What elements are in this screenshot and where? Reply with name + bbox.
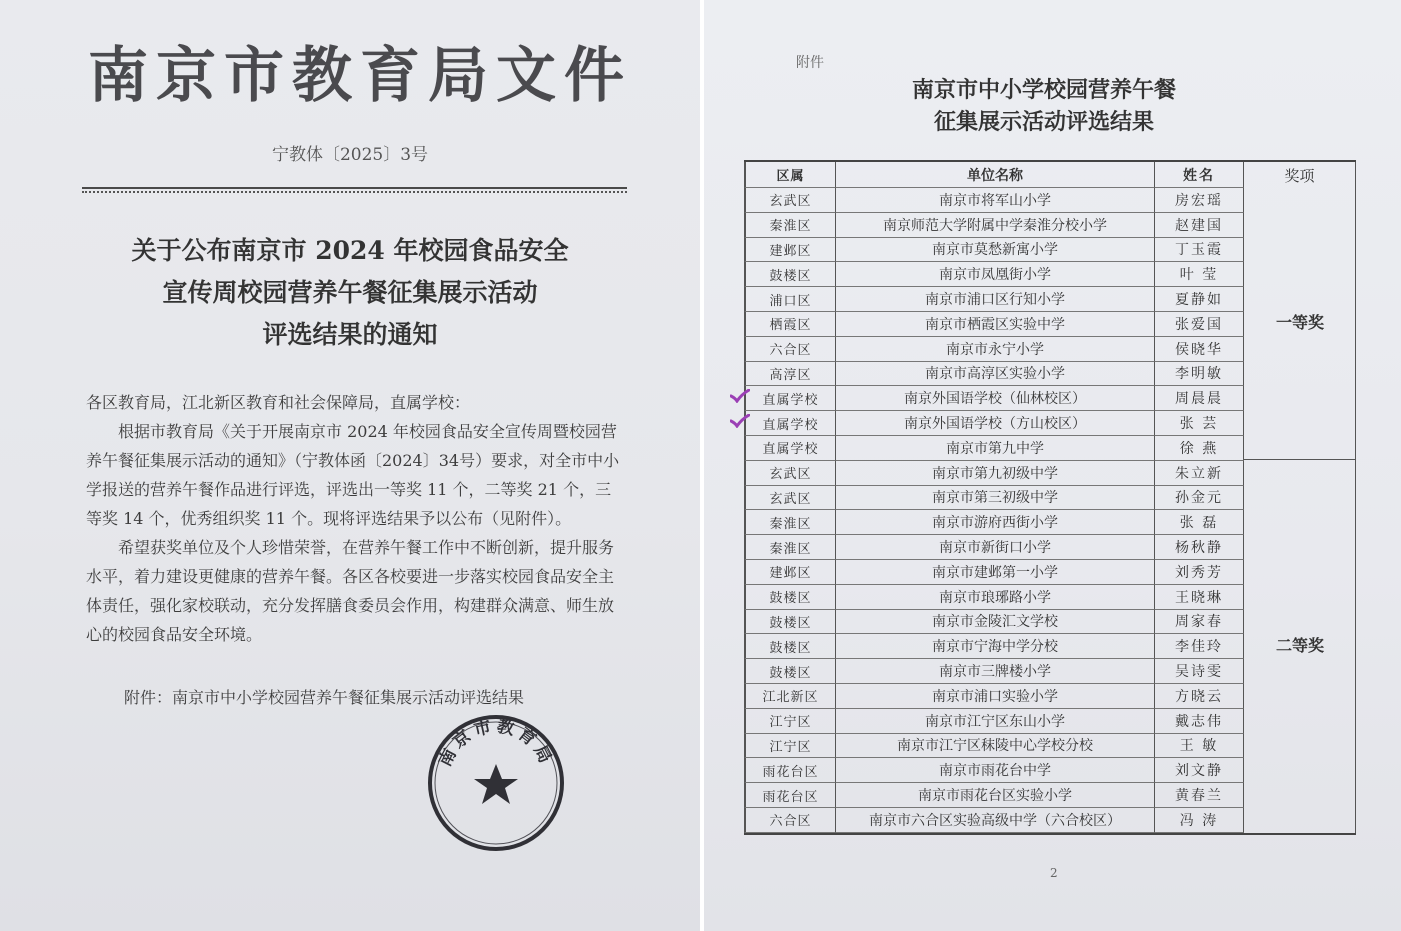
school-cell: 南京市江宁区秣陵中心学校分校 [836,734,1154,759]
header-award: 奖项 [1244,162,1356,188]
table-row [744,486,1356,511]
school-cell: 南京市永宁小学 [836,337,1154,362]
name-cell: 方晓云 [1154,684,1244,709]
school-cell: 南京市江宁区东山小学 [836,709,1154,734]
district-cell: 江宁区 [744,709,836,734]
school-cell: 南京市第九中学 [836,436,1154,461]
school-cell: 南京市六合区实验高级中学（六合校区） [836,808,1154,833]
school-cell: 南京市浦口区行知小学 [836,287,1154,312]
district-cell: 建邺区 [744,238,836,263]
school-cell: 南京市凤凰街小学 [836,262,1154,287]
name-cell: 张 磊 [1154,510,1244,535]
school-cell: 南京市新街口小学 [836,535,1154,560]
district-cell: 鼓楼区 [744,659,836,684]
award-cell [1244,188,1356,213]
district-cell: 江北新区 [744,684,836,709]
table-row [744,734,1356,759]
header-divider [82,187,627,193]
name-cell: 冯 涛 [1154,808,1244,833]
school-cell: 南京外国语学校（方山校区） [836,411,1154,436]
table-row [744,461,1356,486]
checkmark-icon [730,414,750,428]
official-seal-icon [425,712,567,854]
name-cell: 张 芸 [1154,411,1244,436]
name-cell: 孙金元 [1154,486,1244,511]
table-row [744,337,1356,362]
district-cell: 玄武区 [744,486,836,511]
school-cell: 南京市第三初级中学 [836,486,1154,511]
school-cell: 南京市浦口实验小学 [836,684,1154,709]
award-cell [1244,486,1356,511]
table-row [744,386,1356,411]
name-cell: 黄春兰 [1154,783,1244,808]
award-cell [1244,411,1356,436]
award-cell [1244,535,1356,560]
table-row [744,808,1356,833]
document-number: 宁教体〔2025〕3号 [271,145,429,165]
school-cell: 南京师范大学附属中学秦淮分校小学 [836,213,1154,238]
table-row [744,659,1356,684]
body-paragraph: 根据市教育局《关于开展南京市 2024 年校园食品安全宣传周暨校园营养午餐征集展示活动的通知》（宁教体函〔2024〕34号）要求，对全市中小学报送的营养午餐作品进行评选，评选出一等奖 11 个，二等奖 21 个，三等奖 14 个，优秀组织奖 11 个。现将评选结果予以公布（见附件）。 [86,422,620,528]
district-cell: 建邺区 [744,560,836,585]
svg-text:南京市教育局 [434,715,557,769]
district-cell: 直属学校 [744,411,836,436]
school-cell: 南京市雨花台中学 [836,758,1154,783]
notice-body [86,388,626,649]
school-cell: 南京市将军山小学 [836,188,1154,213]
award-cell [1244,510,1356,535]
award-cell [1244,709,1356,734]
district-cell: 雨花台区 [744,783,836,808]
award-cell [1244,808,1356,833]
results-title [864,74,1224,138]
district-cell: 江宁区 [744,734,836,759]
name-cell: 叶 莹 [1154,262,1244,287]
award-cell [1244,758,1356,783]
school-cell: 南京市雨花台区实验小学 [836,783,1154,808]
attachment-line: 附件：南京市中小学校园营养午餐征集展示活动评选结果 [124,688,525,707]
district-cell: 秦淮区 [744,510,836,535]
award-cell [1244,610,1356,635]
table-row [744,436,1356,461]
table-row [744,188,1356,213]
table-row [744,783,1356,808]
school-cell: 南京市建邺第一小学 [836,560,1154,585]
name-cell: 丁玉霞 [1154,238,1244,263]
district-cell: 玄武区 [744,461,836,486]
title-line: 征集展示活动评选结果 [933,109,1154,135]
district-cell: 直属学校 [744,386,836,411]
notice-title [100,230,600,356]
award-cell [1244,262,1356,287]
name-cell: 王 敏 [1154,734,1244,759]
school-cell: 南京市琅琊路小学 [836,585,1154,610]
name-cell: 吴诗雯 [1154,659,1244,684]
district-cell: 鼓楼区 [744,585,836,610]
page-number: 2 [1050,866,1058,880]
attachment-label: 附件 [796,55,824,71]
table-row [744,287,1356,312]
district-cell: 高淳区 [744,362,836,387]
district-cell: 鼓楼区 [744,262,836,287]
award-cell [1244,238,1356,263]
award-cell [1244,659,1356,684]
name-cell: 张爱国 [1154,312,1244,337]
school-cell: 南京市莫愁新寓小学 [836,238,1154,263]
header-district: 区属 [744,162,836,188]
name-cell: 戴志伟 [1154,709,1244,734]
table-row [744,610,1356,635]
district-cell: 直属学校 [744,436,836,461]
district-cell: 秦淮区 [744,535,836,560]
district-cell: 鼓楼区 [744,634,836,659]
name-cell: 李佳玲 [1154,634,1244,659]
notice-page [0,0,700,931]
name-cell: 朱立新 [1154,461,1244,486]
table-row [744,510,1356,535]
school-cell: 南京市栖霞区实验中学 [836,312,1154,337]
district-cell: 鼓楼区 [744,610,836,635]
table-row [744,262,1356,287]
title-line: 关于公布南京市 2024 年校园食品安全 [131,236,569,265]
award-cell [1244,684,1356,709]
name-cell: 杨秋静 [1154,535,1244,560]
checkmark-icon [730,389,750,403]
award-second-prize: 二等奖 [1275,635,1324,655]
name-cell: 周家春 [1154,610,1244,635]
school-cell: 南京市宁海中学分校 [836,634,1154,659]
name-cell: 刘秀芳 [1154,560,1244,585]
school-cell: 南京市游府西街小学 [836,510,1154,535]
award-cell [1244,213,1356,238]
table-row [744,535,1356,560]
table-row [744,709,1356,734]
award-cell [1244,337,1356,362]
table-row [744,560,1356,585]
school-cell: 南京外国语学校（仙林校区） [836,386,1154,411]
award-cell [1244,461,1356,486]
name-cell: 徐 燕 [1154,436,1244,461]
award-cell [1244,436,1356,461]
salutation: 各区教育局，江北新区教育和社会保障局，直属学校： [86,393,471,412]
award-cell [1244,783,1356,808]
district-cell: 六合区 [744,337,836,362]
district-cell: 玄武区 [744,188,836,213]
name-cell: 王晓琳 [1154,585,1244,610]
district-cell: 浦口区 [744,287,836,312]
header-name: 姓名 [1154,162,1244,188]
district-cell: 雨花台区 [744,758,836,783]
table-row [744,758,1356,783]
name-cell: 房宏瑶 [1154,188,1244,213]
name-cell: 周晨晨 [1154,386,1244,411]
table-row [744,411,1356,436]
district-cell: 六合区 [744,808,836,833]
results-page [704,0,1401,931]
header-school: 单位名称 [836,162,1154,188]
award-cell [1244,560,1356,585]
title-line: 评选结果的通知 [262,320,438,349]
award-cell [1244,386,1356,411]
name-cell: 夏静如 [1154,287,1244,312]
school-cell: 南京市第九初级中学 [836,461,1154,486]
name-cell: 侯晓华 [1154,337,1244,362]
table-header-row [744,162,1356,188]
school-cell: 南京市金陵汇文学校 [836,610,1154,635]
results-table [744,160,1356,835]
award-first-prize: 一等奖 [1275,313,1324,333]
district-cell: 栖霞区 [744,312,836,337]
table-row [744,585,1356,610]
name-cell: 李明敏 [1154,362,1244,387]
title-line: 南京市中小学校园营养午餐 [911,77,1176,103]
table-row [744,684,1356,709]
name-cell: 刘文静 [1154,758,1244,783]
title-line: 宣传周校园营养午餐征集展示活动 [162,278,538,307]
award-cell [1244,734,1356,759]
table-row [744,238,1356,263]
body-paragraph: 希望获奖单位及个人珍惜荣誉，在营养午餐工作中不断创新，提升服务水平，着力建设更健康的营养午餐。各区各校要进一步落实校园食品安全主体责任，强化家校联动，充分发挥膳食委员会作用，构建群众满意、师生放心的校园食品安全环境。 [86,538,615,644]
name-cell: 赵建国 [1154,213,1244,238]
school-cell: 南京市高淳区实验小学 [836,362,1154,387]
award-cell [1244,362,1356,387]
seal-text: 南京市教育局 [435,716,557,770]
table-row [744,362,1356,387]
award-group-divider [1244,459,1356,460]
award-cell [1244,585,1356,610]
district-cell: 秦淮区 [744,213,836,238]
table-row [744,213,1356,238]
award-cell [1244,287,1356,312]
school-cell: 南京市三牌楼小学 [836,659,1154,684]
document-header: 南京市教育局文件 [88,41,632,111]
